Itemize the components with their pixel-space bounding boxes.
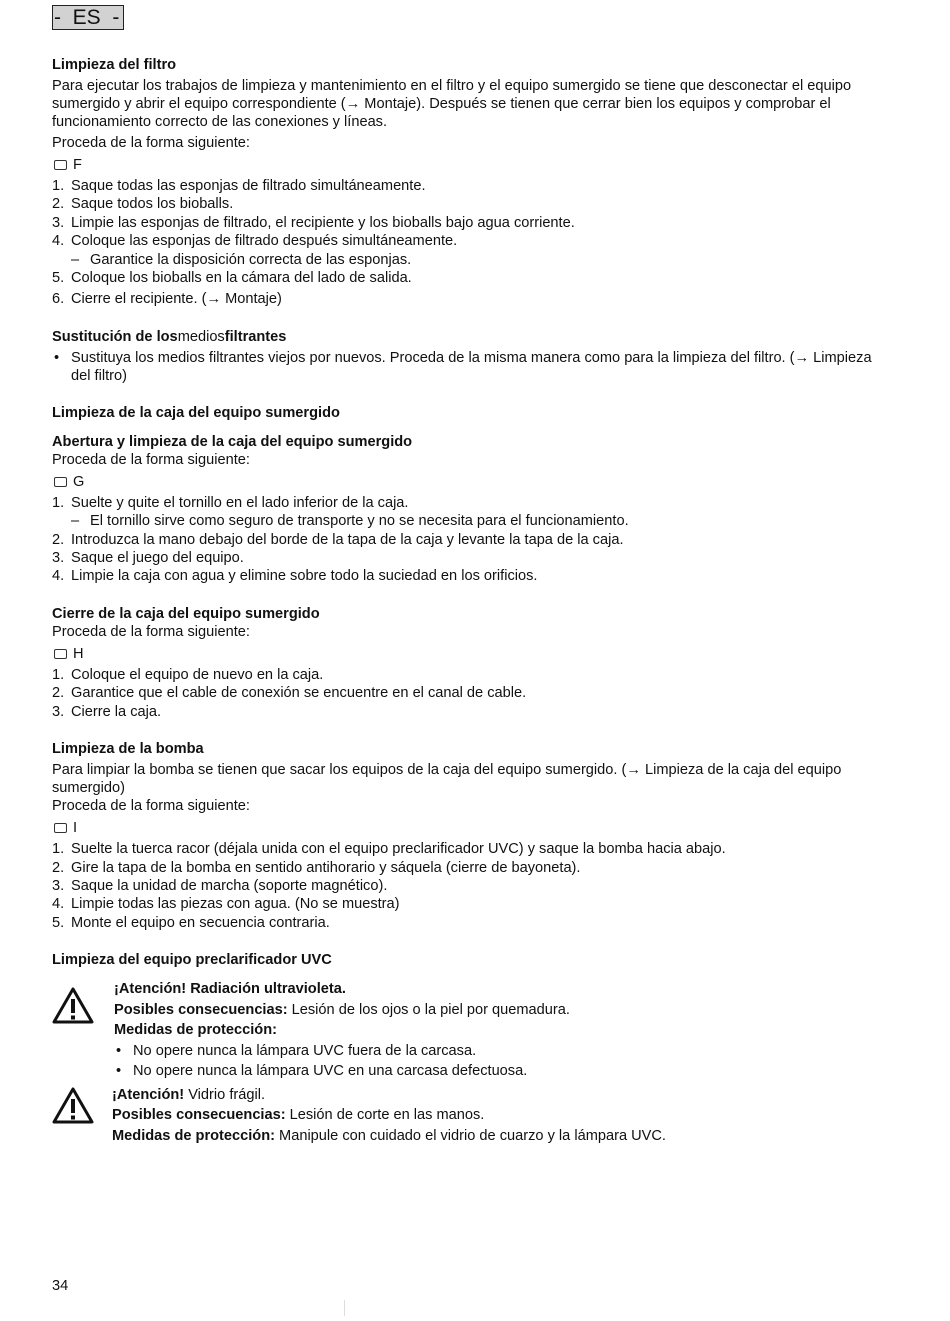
close-housing-steps bbox=[52, 666, 872, 721]
divider bbox=[344, 1300, 345, 1316]
warning-heading: ¡Atención! Radiación ultravioleta. bbox=[114, 981, 346, 998]
list-item: 2. Introduzca la mano debajo del borde de la tapa de la caja y levante la tapa de la caja. bbox=[52, 531, 624, 548]
list-item: • No opere nunca la lámpara UVC en una carcasa defectuosa. bbox=[116, 1063, 528, 1080]
list-item: • No opere nunca la lámpara UVC fuera de la carcasa. bbox=[116, 1042, 477, 1059]
list-item: 5. Coloque los bioballs en la cámara del lado de salida. bbox=[52, 270, 412, 287]
figure-reference bbox=[52, 473, 872, 491]
filter-cleaning-intro: Para ejecutar los trabajos de limpieza y mantenimiento en el filtro y el equipo sumergido se tiene que desconectar el equipo sumergido y abrir el equipo correspondiente (→ Montaje). Después se tienen que cerrar bien los equipos y comprobar el funcionamiento correcto de las conexiones y líneas. bbox=[52, 78, 852, 130]
warning-consequences: Posibles consecuencias: Lesión de corte en las manos. bbox=[112, 1107, 485, 1124]
list-item: 3. Saque el juego del equipo. bbox=[52, 550, 244, 567]
warning-uv-radiation bbox=[52, 979, 872, 1082]
list-item: 4. Limpie la caja con agua y elimine sobre todo la suciedad en los orificios. bbox=[52, 568, 538, 585]
list-item: 1. Saque todas las esponjas de filtrado simultáneamente. bbox=[52, 178, 426, 194]
list-item: 2. Gire la tapa de la bomba en sentido antihorario y sáquela (cierre de bayoneta). bbox=[52, 859, 581, 876]
list-item: 3. Saque la unidad de marcha (soporte magnético). bbox=[52, 877, 388, 894]
list-item: 3. Cierre la caja. bbox=[52, 703, 162, 720]
list-item: 4. Limpie todas las piezas con agua. (No se muestra) bbox=[52, 896, 400, 913]
list-item: 1. Suelte y quite el tornillo en el lado inferior de la caja. bbox=[52, 494, 409, 511]
proceed-text: Proceda de la forma siguiente: bbox=[52, 135, 250, 151]
filter-cleaning-steps bbox=[52, 177, 872, 309]
page-content bbox=[52, 56, 872, 1146]
list-item: 2. Garantice que el cable de conexión se encuentre en el canal de cable. bbox=[52, 685, 527, 702]
figure-label: G bbox=[73, 473, 85, 490]
proceed-text: Proceda de la forma siguiente: bbox=[52, 798, 250, 815]
sub-step: – El tornillo sirve como seguro de transporte y no se necesita para el funcionamiento. bbox=[71, 513, 629, 530]
section-title-pump-cleaning: Limpieza de la bomba bbox=[52, 741, 204, 758]
proceed-text: Proceda de la forma siguiente: bbox=[52, 451, 250, 468]
list-item: • Sustituya los medios filtrantes viejos por nuevos. Proceda de la misma manera como para la limpieza del filtro. (→ Limpieza del filtro) bbox=[54, 349, 872, 384]
subsection-title-close-housing: Cierre de la caja del equipo sumergido bbox=[52, 605, 320, 622]
figure-icon bbox=[54, 649, 67, 659]
page-number: 34 bbox=[52, 1278, 69, 1294]
pump-cleaning-steps bbox=[52, 840, 872, 932]
open-housing-steps bbox=[52, 494, 872, 586]
section-title-filter-cleaning: Limpieza del filtro bbox=[52, 57, 177, 73]
section-title-media-replacement: Sustitución de losmediosfiltrantes bbox=[52, 328, 287, 345]
warning-measures-label: Medidas de protección: bbox=[114, 1022, 277, 1039]
figure-reference bbox=[52, 645, 872, 663]
media-replacement-list bbox=[52, 349, 872, 385]
figure-label: H bbox=[73, 645, 84, 662]
list-item: 3. Limpie las esponjas de filtrado, el recipiente y los bioballs bajo agua corriente. bbox=[52, 214, 575, 231]
list-item: 5. Monte el equipo en secuencia contraria. bbox=[52, 914, 330, 931]
list-item: 1. Coloque el equipo de nuevo en la caja. bbox=[52, 666, 324, 683]
section-title-housing-cleaning: Limpieza de la caja del equipo sumergido bbox=[52, 404, 340, 421]
figure-label: I bbox=[73, 820, 78, 837]
figure-reference bbox=[52, 156, 872, 174]
section-title-uvc-cleaning: Limpieza del equipo preclarificador UVC bbox=[52, 952, 332, 969]
warning-measures: Medidas de protección: Manipule con cuidado el vidrio de cuarzo y la lámpara UVC. bbox=[112, 1127, 666, 1144]
language-tag: - ES - bbox=[52, 5, 124, 30]
list-item: 1. Suelte la tuerca racor (déjala unida con el equipo preclarificador UVC) y saque la bomba hacia abajo. bbox=[52, 841, 726, 858]
warning-measures-list bbox=[114, 1041, 872, 1082]
warning-fragile-glass bbox=[52, 1085, 872, 1147]
subsection-title-open-housing: Abertura y limpieza de la caja del equipo sumergido bbox=[52, 433, 413, 450]
warning-heading: ¡Atención! Vidrio frágil. bbox=[112, 1086, 265, 1103]
sub-step: – Garantice la disposición correcta de las esponjas. bbox=[71, 251, 412, 268]
list-item: 2. Saque todos los bioballs. bbox=[52, 196, 234, 213]
pump-cleaning-intro: Para limpiar la bomba se tienen que sacar los equipos de la caja del equipo sumergido. (→ Limpieza de la caja del equipo sumergido) bbox=[52, 762, 842, 797]
warning-icon bbox=[52, 1085, 112, 1147]
figure-icon bbox=[54, 477, 67, 487]
figure-label: F bbox=[73, 157, 82, 173]
figure-icon bbox=[54, 823, 67, 833]
warning-icon bbox=[52, 979, 114, 1082]
figure-reference bbox=[52, 819, 872, 837]
warning-consequences: Posibles consecuencias: Lesión de los ojos o la piel por quemadura. bbox=[114, 1001, 570, 1018]
figure-icon bbox=[54, 160, 67, 170]
proceed-text: Proceda de la forma siguiente: bbox=[52, 623, 250, 640]
list-item: 4. Coloque las esponjas de filtrado después simultáneamente. bbox=[52, 233, 458, 250]
list-item: 6. Cierre el recipiente. (→ Montaje) bbox=[52, 291, 282, 308]
